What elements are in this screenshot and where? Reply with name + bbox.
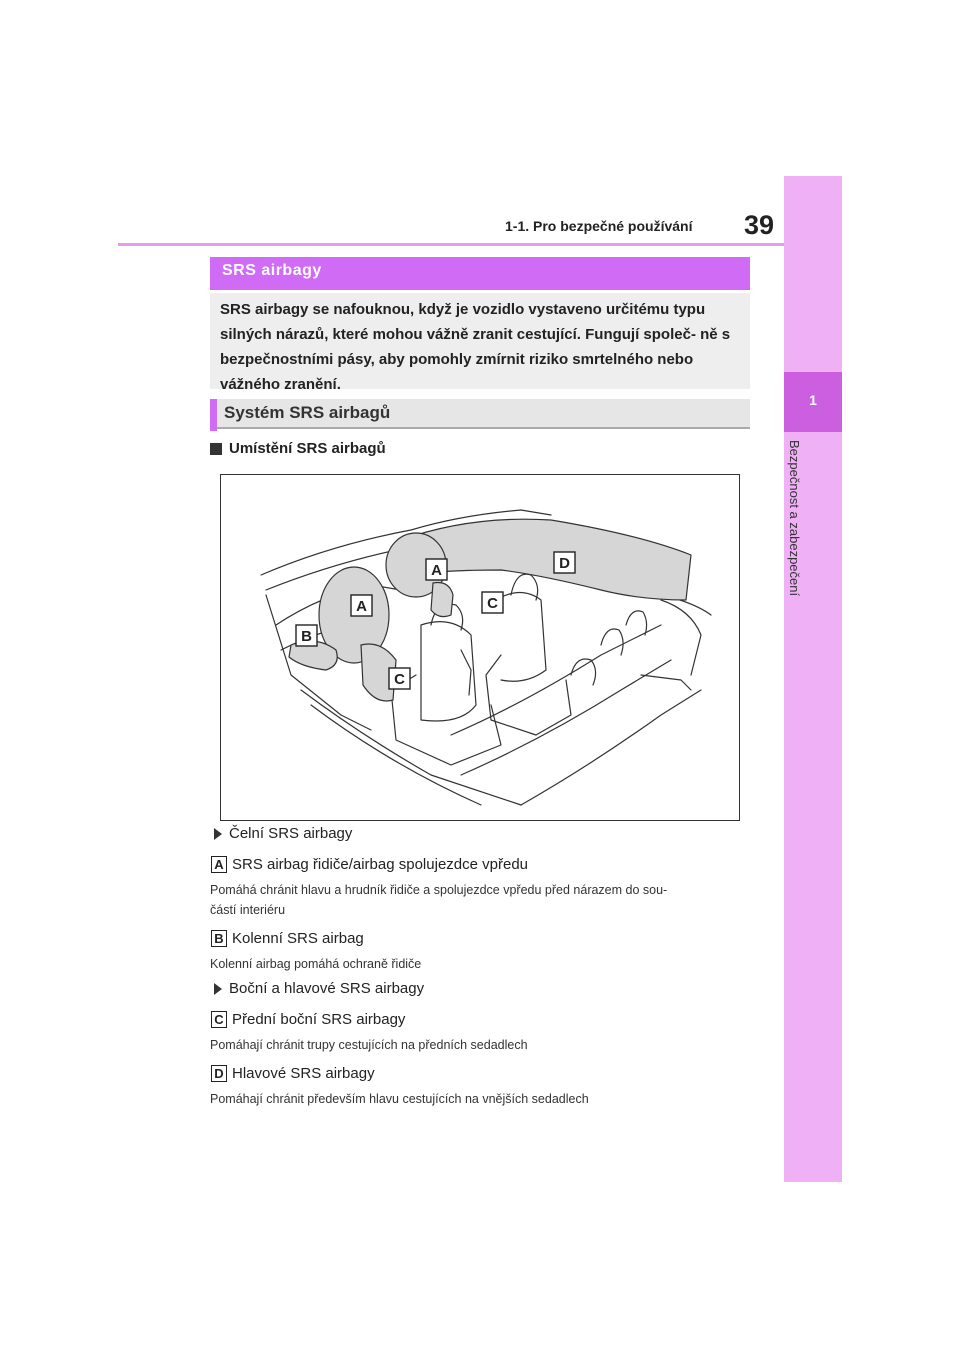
airbag-location-figure	[220, 474, 740, 821]
square-bullet-icon	[210, 443, 222, 455]
subsection-accent	[210, 399, 217, 431]
triangle-bullet-icon	[214, 983, 222, 995]
item-desc-a-line2: částí interiéru	[210, 903, 286, 917]
item-desc-d: Pomáhají chránit především hlavu cestujících na vnějších sedadlech	[210, 1092, 589, 1106]
figure-label-b: B	[301, 628, 312, 645]
header-chapter-title: 1-1. Pro bezpečné používání	[505, 218, 693, 234]
side-chapter-number: 1	[809, 392, 817, 408]
car-interior-illustration	[221, 475, 738, 819]
side-chapter-tab	[784, 176, 842, 1182]
group-title-side: Boční a hlavové SRS airbagy	[229, 980, 425, 997]
header-rule	[118, 243, 784, 246]
section-title: SRS airbagy	[222, 262, 322, 279]
location-heading: Umístění SRS airbagů	[229, 440, 386, 457]
item-name-d: Hlavové SRS airbagy	[232, 1065, 375, 1082]
side-chapter-label: Bezpečnost a zabezpečení	[787, 440, 802, 597]
figure-label-a-upper: A	[431, 562, 442, 579]
subsection-title: Systém SRS airbagů	[224, 403, 391, 422]
item-desc-c: Pomáhají chránit trupy cestujících na předních sedadlech	[210, 1038, 528, 1052]
page-number: 39	[744, 210, 775, 240]
figure-label-a-lower: A	[356, 598, 367, 615]
item-letter-a: A	[211, 856, 227, 873]
figure-label-c-upper: C	[487, 595, 498, 612]
item-letter-d: D	[211, 1065, 227, 1082]
group-title-front: Čelní SRS airbagy	[229, 825, 353, 842]
item-name-b: Kolenní SRS airbag	[232, 930, 364, 947]
figure-label-c-lower: C	[394, 671, 405, 688]
item-name-a: SRS airbag řidiče/airbag spolujezdce vpředu	[232, 856, 529, 873]
item-desc-b: Kolenní airbag pomáhá ochraně řidiče	[210, 957, 422, 971]
intro-text: SRS airbagy se nafouknou, když je vozidlo vystaveno určitému typu silných nárazů, které mohou vážně zranit cestující. Fungují společ- ně s bezpečnostními pásy, aby pomohly zmírnit riziko smrtelného nebo vážného zranění.	[220, 301, 731, 393]
item-desc-a-line1: Pomáhá chránit hlavu a hrudník řidiče a spolujezdce vpředu před nárazem do sou-	[210, 883, 668, 897]
item-name-c: Přední boční SRS airbagy	[232, 1011, 406, 1028]
figure-label-d: D	[559, 555, 570, 572]
item-letter-b: B	[211, 930, 227, 947]
item-letter-c: C	[211, 1011, 227, 1028]
triangle-bullet-icon	[214, 828, 222, 840]
